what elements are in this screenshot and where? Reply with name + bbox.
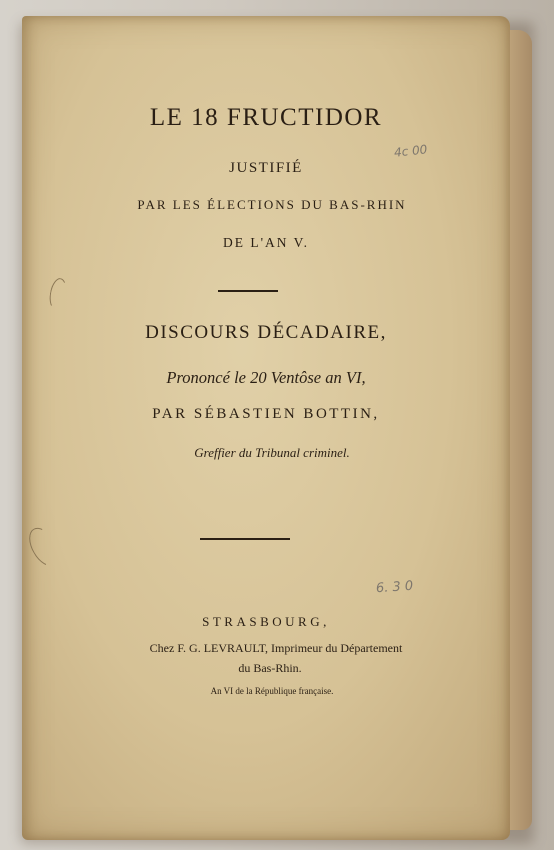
pencil-note-top: 4c 00 — [393, 142, 428, 160]
year-line: DE L'AN V. — [222, 235, 310, 250]
title-page — [22, 16, 510, 840]
imprint-publisher-cont: du Bas-Rhin. — [238, 661, 302, 675]
book-subtitle: JUSTIFIÉ — [229, 160, 303, 176]
imprint-publisher: Chez F. G. LEVRAULT, Imprimeur du Département — [149, 641, 403, 655]
pronounced-line: Prononcé le 20 Ventôse an VI, — [166, 368, 366, 387]
pencil-note-mid: 6. 3 0 — [375, 578, 414, 597]
book-title: LE 18 FRUCTIDOR — [149, 104, 383, 131]
divider-rule-top — [218, 290, 278, 292]
author-role: Greffier du Tribunal criminel. — [194, 445, 350, 460]
imprint-city: STRASBOURG, — [202, 614, 330, 629]
author-line: PAR SÉBASTIEN BOTTIN, — [152, 406, 380, 422]
discourse-title: DISCOURS DÉCADAIRE, — [145, 322, 387, 343]
imprint-date: An VI de la République française. — [210, 686, 334, 696]
divider-rule-bottom — [200, 538, 290, 540]
title-page-content — [22, 16, 510, 840]
elections-line: PAR LES ÉLECTIONS DU BAS-RHIN — [137, 197, 407, 212]
